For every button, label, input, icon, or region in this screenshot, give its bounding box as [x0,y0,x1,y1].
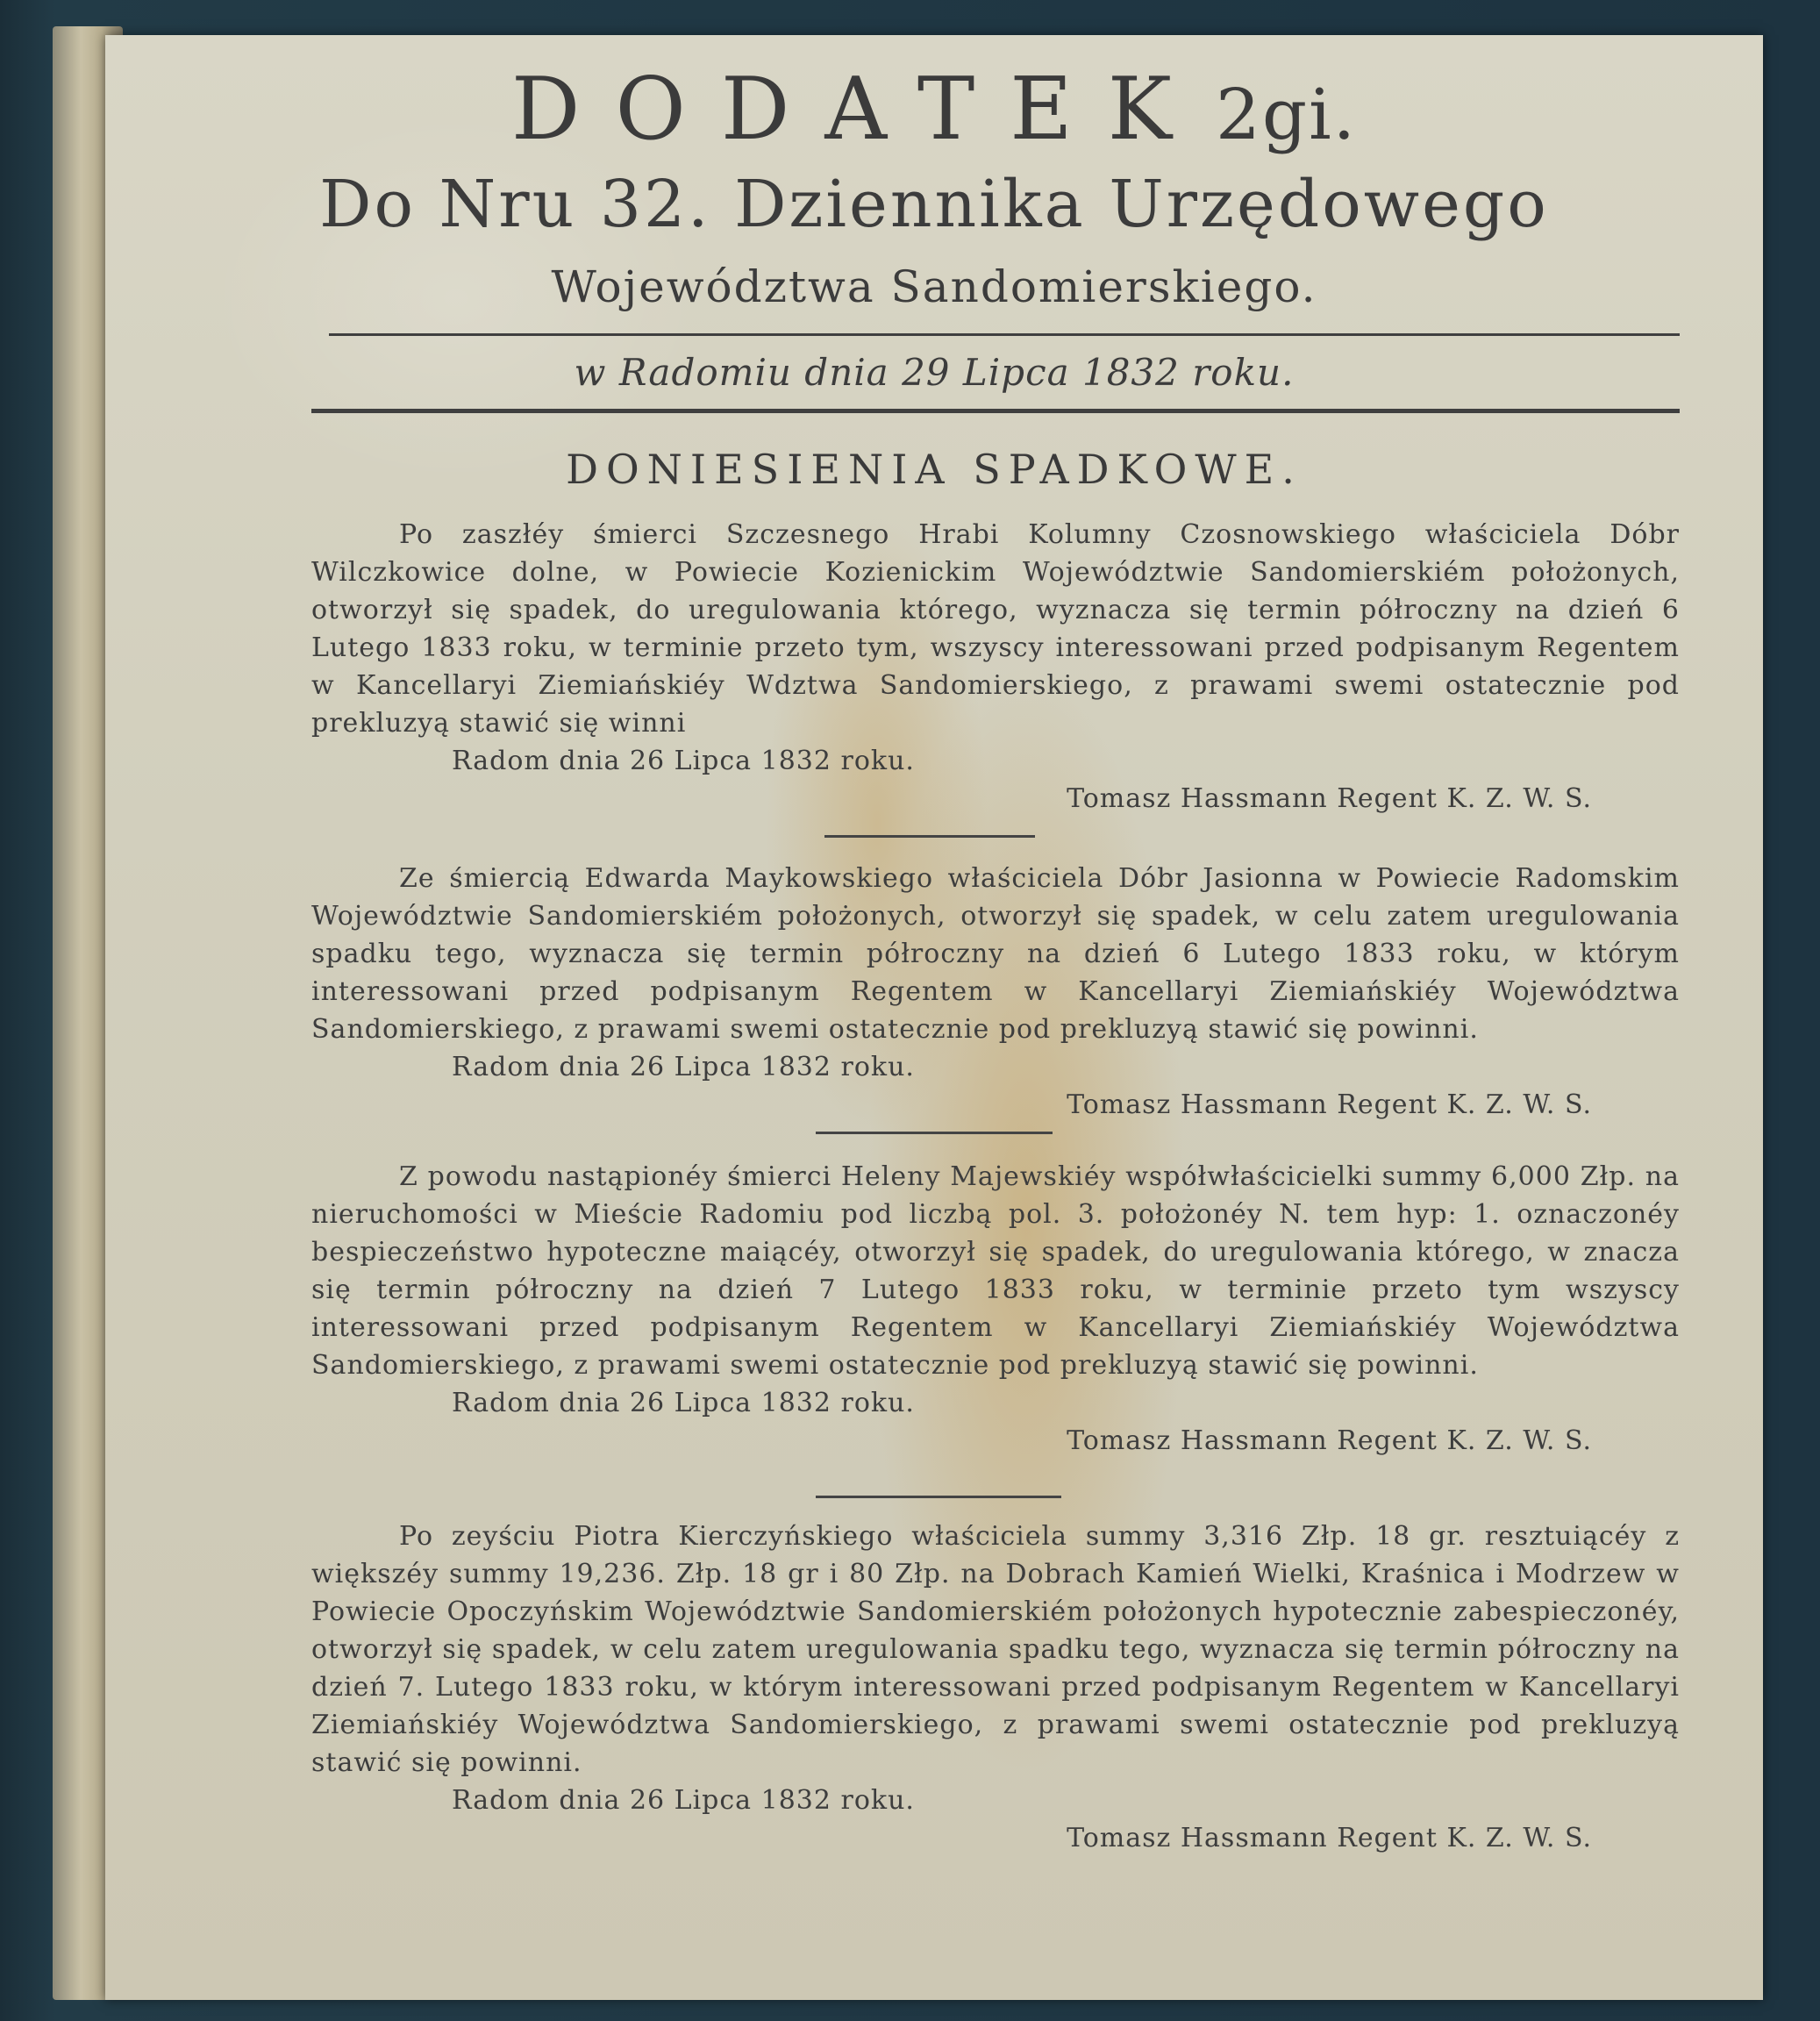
notice-date: Radom dnia 26 Lipca 1832 roku. [452,1388,915,1418]
notice-4 [311,1518,1680,1857]
section-heading: DONIESIENIA SPADKOWE. [566,446,1303,493]
notice-2 [311,860,1680,1124]
notice-date: Radom dnia 26 Lipca 1832 roku. [452,1052,915,1082]
notice-1 [311,516,1680,818]
notice-signature: Tomasz Hassmann Regent K. Z. W. S. [1067,1425,1592,1456]
notice-body: Z powodu nastąpionéy śmierci Heleny Majewskiéy współwłaścicielki summy 6,000 Złp. na nieruchomości w Mieście Radomiu pod liczbą pol. 3. położonéy N. tem hyp: 1. oznaczonéy bespieczeństwo hypoteczne maiącéy, otworzył się spadek, do uregulowania którego, w znacza się termin półroczny na dzień 7 Lutego 1833 roku, w terminie przeto tym wszyscy interessowani przed podpisanym Regentem w Kancellaryi Ziemiańskiéy Województwa Sandomierskiego, z prawami swemi ostatecznie pod prekluzyą stawić się powinni. [311,1161,1680,1381]
notice-date: Radom dnia 26 Lipca 1832 roku. [452,746,915,776]
notice-signature: Tomasz Hassmann Regent K. Z. W. S. [1067,1823,1592,1853]
notice-separator [816,1496,1061,1498]
newspaper-page [105,35,1763,2000]
notice-separator [824,835,1035,838]
masthead-title-suffix: 2gi. [1215,74,1358,155]
masthead-subtitle: Do Nru 32. Dziennika Urzędowego [319,167,1549,242]
notice-date: Radom dnia 26 Lipca 1832 roku. [452,1785,915,1816]
notice-3 [311,1158,1680,1460]
masthead-title-text: DODATEK [510,60,1207,160]
notice-body: Po zaszłéy śmierci Szczesnego Hrabi Kolumny Czosnowskiego właściciela Dóbr Wilczkowice dolne, w Powiecie Kozienickim Województwie Sandomierskiém położonych, otworzył się spadek, do uregulowania którego, wyznacza się termin półroczny na dzień 6 Lutego 1833 roku, w terminie przeto tym, wszyscy interessowani przed podpisanym Regentem w Kancellaryi Ziemiańskiéy Wdztwa Sandomierskiego, z prawami swemi ostatecznie pod prekluzyą stawić się winni [311,519,1680,739]
notice-signature: Tomasz Hassmann Regent K. Z. W. S. [1067,783,1592,814]
notice-signature: Tomasz Hassmann Regent K. Z. W. S. [1067,1089,1592,1120]
notice-body: Ze śmiercią Edwarda Maykowskiego właściciela Dóbr Jasionna w Powiecie Radomskim Województwie Sandomierskiém położonych, otworzył się spadek, w celu zatem uregulowania spadku tego, wyznacza się termin półroczny na dzień 6 Lutego 1833 roku, w którym interessowani przed podpisanym Regentem w Kancellaryi Ziemiańskiéy Województwa Sandomierskiego, z prawami swemi ostatecznie pod prekluzyą stawić się powinni. [311,863,1680,1045]
dateline: w Radomiu dnia 29 Lipca 1832 roku. [574,351,1295,394]
masthead-rule-bottom [311,409,1680,413]
masthead-region: Województwa Sandomierskiego. [551,261,1317,312]
masthead-rule-top [329,333,1680,336]
notice-separator [816,1132,1053,1134]
notice-body: Po zeyściu Piotra Kierczyńskiego właściciela summy 3,316 Złp. 18 gr. resztuiącéy z większéy summy 19,236. Złp. 18 gr i 80 Złp. na Dobrach Kamień Wielki, Kraśnica i Modrzew w Powiecie Opoczyńskim Województwie Sandomierskiém położonych hypotecznie zabespieczonéy, otworzył się spadek, w celu zatem uregulowania spadku tego, wyznacza się termin półroczny na dzień 7. Lutego 1833 roku, w którym interessowani przed podpisanym Regentem w Kancellaryi Ziemiańskiéy Województwa Sandomierskiego, z prawami swemi ostatecznie pod prekluzyą stawić się powinni. [311,1521,1680,1778]
masthead-title [105,60,1763,160]
